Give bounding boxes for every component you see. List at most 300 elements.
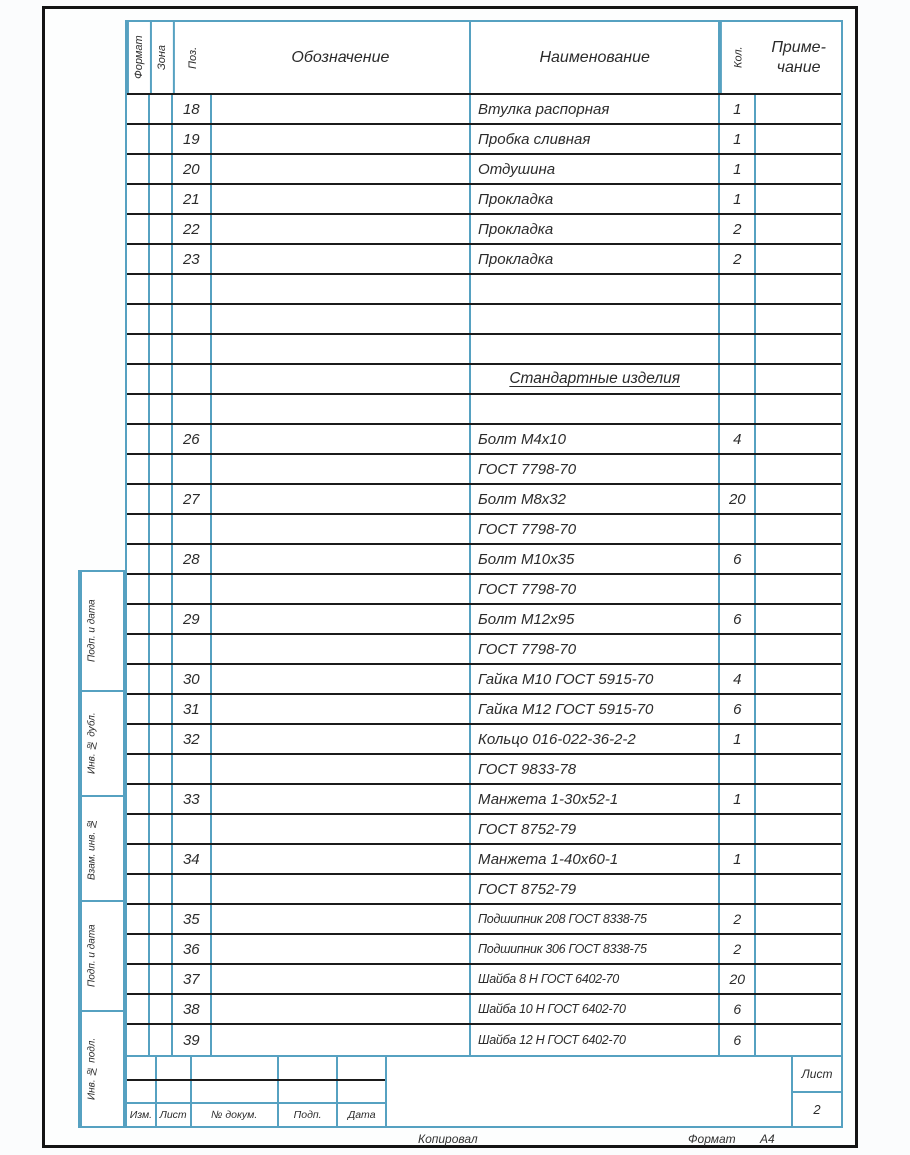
cell-format bbox=[127, 605, 150, 633]
title-block-empty-cell bbox=[192, 1081, 279, 1103]
cell-qty bbox=[720, 365, 756, 393]
cell-note bbox=[756, 215, 841, 243]
cell-zone bbox=[150, 95, 173, 123]
cell-note bbox=[756, 425, 841, 453]
cell-name: Прокладка bbox=[471, 185, 720, 213]
table-row bbox=[127, 665, 841, 695]
cell-name: ГОСТ 7798-70 bbox=[471, 515, 720, 543]
cell-name: Отдушина bbox=[471, 155, 720, 183]
cell-name bbox=[471, 275, 720, 303]
table-row bbox=[127, 1025, 841, 1055]
title-block-empty-cell bbox=[127, 1081, 157, 1103]
cell-pos: 23 bbox=[173, 245, 212, 273]
cell-name: ГОСТ 8752-79 bbox=[471, 815, 720, 843]
title-block bbox=[125, 1055, 843, 1128]
format-label: Формат bbox=[688, 1132, 736, 1146]
cell-qty: 2 bbox=[720, 905, 756, 933]
cell-zone bbox=[150, 635, 173, 663]
cell-zone bbox=[150, 425, 173, 453]
cell-note bbox=[756, 515, 841, 543]
cell-qty: 1 bbox=[720, 725, 756, 753]
side-stamp-field bbox=[102, 692, 123, 795]
spec-table bbox=[125, 20, 843, 1057]
cell-name: Манжета 1-40х60-1 bbox=[471, 845, 720, 873]
cell-zone bbox=[150, 275, 173, 303]
title-block-empty-cell bbox=[127, 1057, 157, 1079]
format-value: А4 bbox=[760, 1132, 775, 1146]
cell-qty: 6 bbox=[720, 995, 756, 1023]
side-stamp bbox=[78, 1010, 125, 1128]
cell-zone bbox=[150, 245, 173, 273]
side-stamp-label: Инв. № подл. bbox=[80, 1012, 102, 1126]
cell-zone bbox=[150, 1025, 173, 1055]
cell-pos bbox=[173, 815, 212, 843]
table-row bbox=[127, 275, 841, 305]
col-header-note bbox=[756, 22, 841, 93]
cell-format bbox=[127, 995, 150, 1023]
cell-qty: 4 bbox=[720, 425, 756, 453]
cell-format bbox=[127, 935, 150, 963]
cell-format bbox=[127, 545, 150, 573]
cell-note bbox=[756, 755, 841, 783]
cell-pos: 39 bbox=[173, 1025, 212, 1055]
cell-format bbox=[127, 905, 150, 933]
cell-qty: 6 bbox=[720, 1025, 756, 1055]
table-row bbox=[127, 425, 841, 455]
table-row bbox=[127, 515, 841, 545]
cell-format bbox=[127, 155, 150, 183]
cell-qty bbox=[720, 635, 756, 663]
cell-pos bbox=[173, 275, 212, 303]
side-stamp-field bbox=[102, 1012, 123, 1126]
cell-pos: 31 bbox=[173, 695, 212, 723]
sheet-number: 2 bbox=[813, 1101, 821, 1117]
title-block-empty-cell bbox=[279, 1057, 339, 1079]
cell-name bbox=[471, 305, 720, 333]
title-block-empty-cell bbox=[338, 1081, 385, 1103]
cell-pos: 18 bbox=[173, 95, 212, 123]
cell-designation bbox=[212, 155, 471, 183]
col-header-format: Формат bbox=[127, 22, 150, 93]
cell-note bbox=[756, 845, 841, 873]
table-row bbox=[127, 245, 841, 275]
cell-qty: 4 bbox=[720, 665, 756, 693]
cell-note bbox=[756, 785, 841, 813]
cell-zone bbox=[150, 515, 173, 543]
cell-designation bbox=[212, 365, 471, 393]
cell-pos bbox=[173, 755, 212, 783]
cell-format bbox=[127, 395, 150, 423]
title-block-label-izm: Изм. bbox=[127, 1104, 157, 1126]
table-row bbox=[127, 725, 841, 755]
cell-designation bbox=[212, 695, 471, 723]
cell-qty: 1 bbox=[720, 185, 756, 213]
section-row bbox=[127, 365, 841, 395]
cell-name: Подшипник 208 ГОСТ 8338-75 bbox=[471, 905, 720, 933]
cell-designation bbox=[212, 875, 471, 903]
title-block-label-list: Лист bbox=[157, 1104, 192, 1126]
cell-pos: 22 bbox=[173, 215, 212, 243]
cell-format bbox=[127, 425, 150, 453]
cell-zone bbox=[150, 395, 173, 423]
cell-designation bbox=[212, 485, 471, 513]
cell-format bbox=[127, 275, 150, 303]
table-row bbox=[127, 785, 841, 815]
cell-note bbox=[756, 575, 841, 603]
cell-name: Шайба 12 Н ГОСТ 6402-70 bbox=[471, 1025, 720, 1055]
cell-designation bbox=[212, 245, 471, 273]
cell-designation bbox=[212, 95, 471, 123]
cell-format bbox=[127, 785, 150, 813]
cell-format bbox=[127, 665, 150, 693]
table-row bbox=[127, 965, 841, 995]
cell-zone bbox=[150, 785, 173, 813]
col-header-name: Наименование bbox=[471, 22, 720, 93]
cell-note bbox=[756, 125, 841, 153]
cell-name bbox=[471, 395, 720, 423]
cell-designation bbox=[212, 815, 471, 843]
cell-designation bbox=[212, 455, 471, 483]
cell-name: Гайка М10 ГОСТ 5915-70 bbox=[471, 665, 720, 693]
side-stamp-label: Подп. и дата bbox=[80, 902, 102, 1010]
cell-name: Прокладка bbox=[471, 215, 720, 243]
col-header-note-line1: Приме- bbox=[771, 38, 826, 56]
cell-designation bbox=[212, 125, 471, 153]
cell-zone bbox=[150, 815, 173, 843]
col-header-note-line2: чание bbox=[776, 58, 821, 76]
cell-pos: 34 bbox=[173, 845, 212, 873]
cell-note bbox=[756, 725, 841, 753]
cell-zone bbox=[150, 965, 173, 993]
cell-zone bbox=[150, 335, 173, 363]
side-stamp-label: Подп. и дата bbox=[80, 572, 102, 690]
cell-note bbox=[756, 875, 841, 903]
cell-designation bbox=[212, 785, 471, 813]
title-block-row bbox=[127, 1081, 385, 1105]
table-row bbox=[127, 695, 841, 725]
col-header-pos: Поз. bbox=[173, 22, 212, 93]
cell-designation bbox=[212, 425, 471, 453]
cell-pos: 19 bbox=[173, 125, 212, 153]
cell-zone bbox=[150, 575, 173, 603]
cell-pos: 21 bbox=[173, 185, 212, 213]
cell-pos bbox=[173, 575, 212, 603]
cell-note bbox=[756, 365, 841, 393]
title-block-label-data: Дата bbox=[347, 1109, 376, 1122]
cell-designation bbox=[212, 275, 471, 303]
cell-zone bbox=[150, 875, 173, 903]
cell-name: ГОСТ 7798-70 bbox=[471, 455, 720, 483]
table-row bbox=[127, 305, 841, 335]
cell-note bbox=[756, 605, 841, 633]
cell-qty: 1 bbox=[720, 785, 756, 813]
cell-zone bbox=[150, 695, 173, 723]
cell-designation bbox=[212, 605, 471, 633]
title-block-label-podp: Подп. bbox=[279, 1104, 339, 1126]
cell-zone bbox=[150, 845, 173, 873]
side-stamp-field bbox=[102, 797, 123, 900]
cell-pos bbox=[173, 395, 212, 423]
cell-qty bbox=[720, 815, 756, 843]
table-row bbox=[127, 575, 841, 605]
cell-note bbox=[756, 695, 841, 723]
table-body bbox=[127, 95, 841, 1055]
cell-pos bbox=[173, 515, 212, 543]
cell-designation bbox=[212, 1025, 471, 1055]
cell-zone bbox=[150, 485, 173, 513]
cell-qty: 6 bbox=[720, 695, 756, 723]
cell-zone bbox=[150, 155, 173, 183]
cell-qty: 2 bbox=[720, 245, 756, 273]
table-row bbox=[127, 455, 841, 485]
cell-pos bbox=[173, 635, 212, 663]
cell-note bbox=[756, 905, 841, 933]
cell-format bbox=[127, 365, 150, 393]
title-block-label-doc-num: № докум. bbox=[192, 1104, 279, 1126]
cell-note bbox=[756, 635, 841, 663]
table-row bbox=[127, 815, 841, 845]
side-stamp bbox=[78, 900, 125, 1010]
cell-name: Втулка распорная bbox=[471, 95, 720, 123]
cell-qty bbox=[720, 305, 756, 333]
col-header-qty: Кол. bbox=[720, 22, 756, 93]
cell-qty: 2 bbox=[720, 215, 756, 243]
table-row bbox=[127, 875, 841, 905]
cell-designation bbox=[212, 665, 471, 693]
cell-pos bbox=[173, 305, 212, 333]
cell-designation bbox=[212, 755, 471, 783]
table-row bbox=[127, 935, 841, 965]
title-block-labels-row bbox=[127, 1104, 385, 1126]
cell-note bbox=[756, 335, 841, 363]
cell-pos: 30 bbox=[173, 665, 212, 693]
side-stamp-field bbox=[102, 902, 123, 1010]
cell-name: Подшипник 306 ГОСТ 8338-75 bbox=[471, 935, 720, 963]
cell-name: Шайба 8 Н ГОСТ 6402-70 bbox=[471, 965, 720, 993]
cell-qty: 1 bbox=[720, 95, 756, 123]
table-row bbox=[127, 635, 841, 665]
cell-pos: 33 bbox=[173, 785, 212, 813]
cell-name: ГОСТ 7798-70 bbox=[471, 635, 720, 663]
cell-pos: 37 bbox=[173, 965, 212, 993]
cell-pos: 20 bbox=[173, 155, 212, 183]
cell-format bbox=[127, 635, 150, 663]
cell-pos bbox=[173, 365, 212, 393]
cell-format bbox=[127, 215, 150, 243]
cell-name: ГОСТ 9833-78 bbox=[471, 755, 720, 783]
cell-format bbox=[127, 245, 150, 273]
title-block-empty-cell bbox=[338, 1057, 385, 1079]
cell-qty: 2 bbox=[720, 935, 756, 963]
cell-format bbox=[127, 965, 150, 993]
cell-note bbox=[756, 665, 841, 693]
cell-note bbox=[756, 395, 841, 423]
table-row bbox=[127, 215, 841, 245]
table-row bbox=[127, 905, 841, 935]
cell-note bbox=[756, 965, 841, 993]
cell-zone bbox=[150, 215, 173, 243]
cell-format bbox=[127, 185, 150, 213]
cell-note bbox=[756, 245, 841, 273]
cell-note bbox=[756, 155, 841, 183]
cell-name bbox=[471, 335, 720, 363]
cell-designation bbox=[212, 395, 471, 423]
cell-zone bbox=[150, 305, 173, 333]
cell-designation bbox=[212, 335, 471, 363]
cell-name: Болт М12х95 bbox=[471, 605, 720, 633]
cell-format bbox=[127, 695, 150, 723]
cell-format bbox=[127, 95, 150, 123]
cell-note bbox=[756, 545, 841, 573]
cell-note bbox=[756, 455, 841, 483]
title-block-empty-cell bbox=[279, 1081, 339, 1103]
table-row bbox=[127, 605, 841, 635]
cell-format bbox=[127, 305, 150, 333]
title-block-empty-cell bbox=[157, 1081, 192, 1103]
table-row bbox=[127, 155, 841, 185]
table-row bbox=[127, 995, 841, 1025]
copied-label: Копировал bbox=[418, 1132, 478, 1146]
title-block-sheet-box bbox=[793, 1057, 841, 1126]
cell-pos bbox=[173, 455, 212, 483]
cell-format bbox=[127, 485, 150, 513]
table-row bbox=[127, 545, 841, 575]
cell-pos: 27 bbox=[173, 485, 212, 513]
cell-designation bbox=[212, 575, 471, 603]
cell-zone bbox=[150, 995, 173, 1023]
cell-format bbox=[127, 455, 150, 483]
cell-name: Болт М10х35 bbox=[471, 545, 720, 573]
cell-qty: 1 bbox=[720, 125, 756, 153]
cell-name: Кольцо 016-022-36-2-2 bbox=[471, 725, 720, 753]
title-block-designation-field bbox=[387, 1057, 793, 1126]
cell-note bbox=[756, 485, 841, 513]
cell-designation bbox=[212, 185, 471, 213]
cell-pos: 29 bbox=[173, 605, 212, 633]
cell-qty bbox=[720, 395, 756, 423]
side-stamps bbox=[78, 570, 125, 1128]
cell-designation bbox=[212, 965, 471, 993]
side-stamp bbox=[78, 795, 125, 900]
table-row bbox=[127, 755, 841, 785]
cell-zone bbox=[150, 725, 173, 753]
cell-pos: 36 bbox=[173, 935, 212, 963]
cell-format bbox=[127, 335, 150, 363]
cell-note bbox=[756, 305, 841, 333]
cell-qty bbox=[720, 875, 756, 903]
cell-zone bbox=[150, 665, 173, 693]
cell-qty bbox=[720, 755, 756, 783]
cell-qty: 20 bbox=[720, 965, 756, 993]
cell-designation bbox=[212, 515, 471, 543]
cell-name: Болт М4х10 bbox=[471, 425, 720, 453]
side-stamp-label: Взам. инв. № bbox=[80, 797, 102, 900]
side-stamp-label: Инв. № дубл. bbox=[80, 692, 102, 795]
cell-name: ГОСТ 7798-70 bbox=[471, 575, 720, 603]
cell-note bbox=[756, 935, 841, 963]
cell-pos bbox=[173, 875, 212, 903]
cell-zone bbox=[150, 935, 173, 963]
cell-designation bbox=[212, 935, 471, 963]
cell-qty bbox=[720, 455, 756, 483]
cell-format bbox=[127, 1025, 150, 1055]
cell-name bbox=[471, 365, 720, 393]
cell-qty: 6 bbox=[720, 605, 756, 633]
cell-zone bbox=[150, 605, 173, 633]
cell-designation bbox=[212, 845, 471, 873]
cell-designation bbox=[212, 305, 471, 333]
cell-note bbox=[756, 275, 841, 303]
section-heading: Стандартные изделия bbox=[509, 370, 680, 387]
cell-format bbox=[127, 875, 150, 903]
cell-pos bbox=[173, 335, 212, 363]
cell-format bbox=[127, 815, 150, 843]
col-header-zone: Зона bbox=[150, 22, 173, 93]
cell-designation bbox=[212, 725, 471, 753]
cell-note bbox=[756, 815, 841, 843]
table-header-row bbox=[127, 22, 841, 95]
cell-format bbox=[127, 125, 150, 153]
cell-qty: 20 bbox=[720, 485, 756, 513]
cell-note bbox=[756, 1025, 841, 1055]
cell-pos: 38 bbox=[173, 995, 212, 1023]
side-stamp bbox=[78, 570, 125, 690]
table-row bbox=[127, 185, 841, 215]
cell-name: ГОСТ 8752-79 bbox=[471, 875, 720, 903]
sheet-label: Лист bbox=[793, 1057, 841, 1093]
cell-designation bbox=[212, 215, 471, 243]
cell-qty bbox=[720, 275, 756, 303]
cell-format bbox=[127, 575, 150, 603]
cell-zone bbox=[150, 905, 173, 933]
cell-designation bbox=[212, 635, 471, 663]
cell-qty: 6 bbox=[720, 545, 756, 573]
cell-note bbox=[756, 995, 841, 1023]
cell-zone bbox=[150, 545, 173, 573]
cell-name: Манжета 1-30х52-1 bbox=[471, 785, 720, 813]
cell-pos: 32 bbox=[173, 725, 212, 753]
side-stamp-field bbox=[102, 572, 123, 690]
table-row bbox=[127, 125, 841, 155]
cell-qty bbox=[720, 575, 756, 603]
cell-format bbox=[127, 845, 150, 873]
title-block-empty-cell bbox=[192, 1057, 279, 1079]
col-header-designation: Обозначение bbox=[212, 22, 471, 93]
cell-zone bbox=[150, 455, 173, 483]
cell-name: Шайба 10 Н ГОСТ 6402-70 bbox=[471, 995, 720, 1023]
cell-format bbox=[127, 755, 150, 783]
cell-pos: 28 bbox=[173, 545, 212, 573]
title-block-row bbox=[127, 1057, 385, 1081]
table-row bbox=[127, 845, 841, 875]
cell-qty: 1 bbox=[720, 845, 756, 873]
cell-qty bbox=[720, 335, 756, 363]
table-row bbox=[127, 485, 841, 515]
cell-format bbox=[127, 725, 150, 753]
title-block-empty-cell bbox=[157, 1057, 192, 1079]
title-block-revision-area bbox=[127, 1057, 387, 1126]
cell-format bbox=[127, 515, 150, 543]
cell-zone bbox=[150, 185, 173, 213]
cell-zone bbox=[150, 365, 173, 393]
cell-qty bbox=[720, 515, 756, 543]
side-stamp bbox=[78, 690, 125, 795]
cell-name: Прокладка bbox=[471, 245, 720, 273]
cell-name: Гайка М12 ГОСТ 5915-70 bbox=[471, 695, 720, 723]
cell-note bbox=[756, 185, 841, 213]
cell-pos: 35 bbox=[173, 905, 212, 933]
cell-name: Пробка сливная bbox=[471, 125, 720, 153]
